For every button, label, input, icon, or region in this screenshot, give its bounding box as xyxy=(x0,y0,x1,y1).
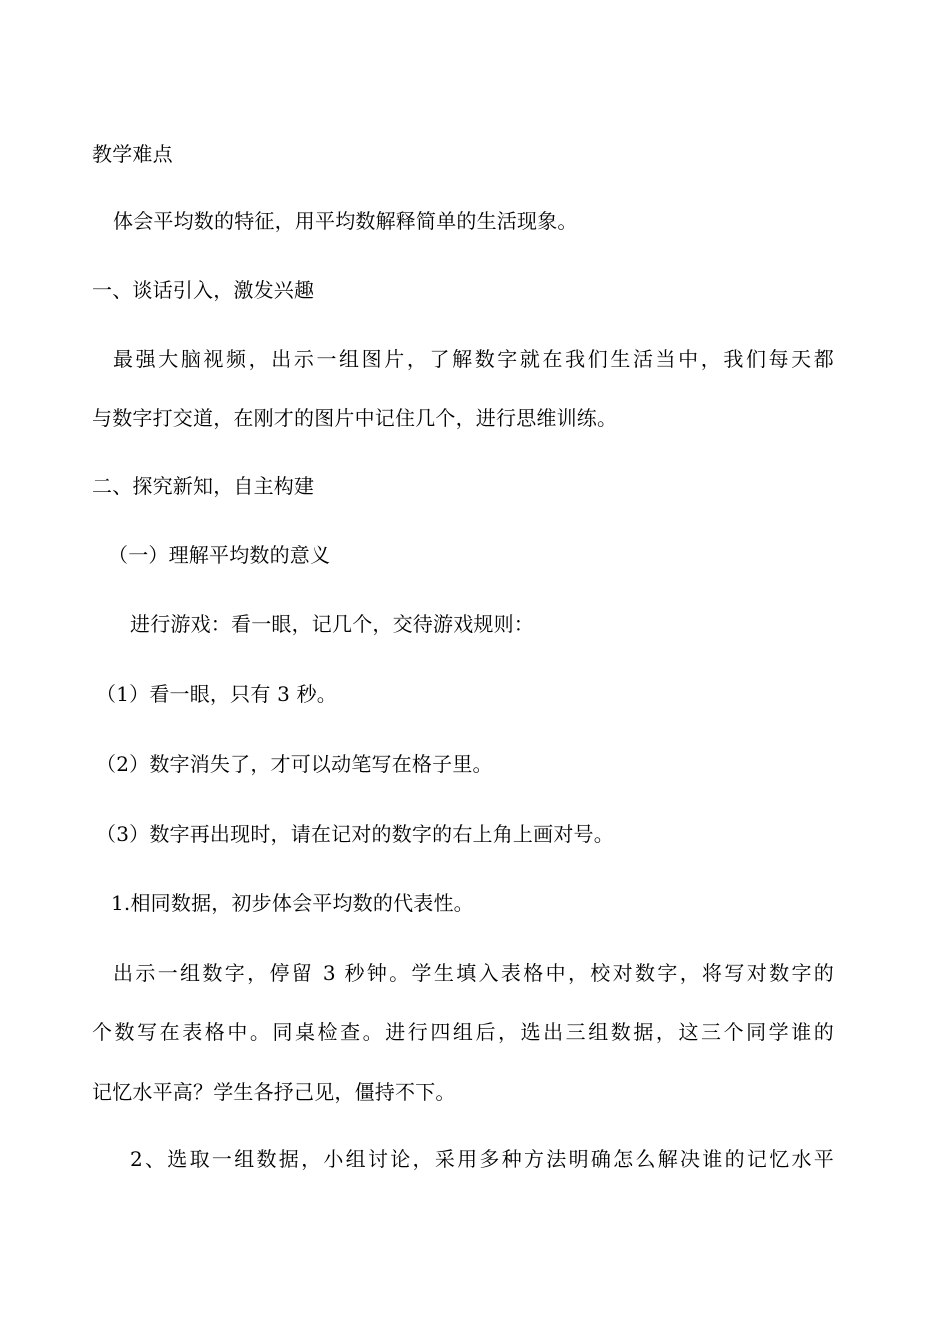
heading-section-two: 二、探究新知，自主构建 xyxy=(92,474,315,498)
point-select-data: 2、选取一组数据，小组讨论，采用多种方法明确怎么解决谁的记忆水平 xyxy=(130,1147,834,1171)
rule-item-1: （1）看一眼，只有 3 秒。 xyxy=(96,682,337,706)
heading-section-one: 一、谈话引入，激发兴趣 xyxy=(92,278,315,302)
paragraph-difficulty-content: 体会平均数的特征，用平均数解释简单的生活现象。 xyxy=(113,209,578,233)
heading-teaching-difficulty: 教学难点 xyxy=(92,142,173,166)
paragraph-video-line2: 与数字打交道，在刚才的图片中记住几个，进行思维训练。 xyxy=(92,406,618,430)
paragraph-show-numbers-line1: 出示一组数字，停留 3 秒钟。学生填入表格中，校对数字，将写对数字的 xyxy=(113,961,834,985)
paragraph-show-numbers-line3: 记忆水平高？学生各抒己见，僵持不下。 xyxy=(92,1080,456,1104)
subheading-understand-average: （一）理解平均数的意义 xyxy=(108,543,331,567)
rule-item-3: （3）数字再出现时，请在记对的数字的右上角上画对号。 xyxy=(96,822,614,846)
paragraph-video-line1: 最强大脑视频，出示一组图片，了解数字就在我们生活当中，我们每天都 xyxy=(113,347,834,371)
paragraph-game-intro: 进行游戏：看一眼，记几个，交待游戏规则： xyxy=(130,612,534,636)
paragraph-show-numbers-line2: 个数写在表格中。同桌检查。进行四组后，选出三组数据，这三个同学谁的 xyxy=(92,1020,834,1044)
point-same-data: 1.相同数据，初步体会平均数的代表性。 xyxy=(111,891,474,915)
rule-item-2: （2）数字消失了，才可以动笔写在格子里。 xyxy=(96,752,493,776)
